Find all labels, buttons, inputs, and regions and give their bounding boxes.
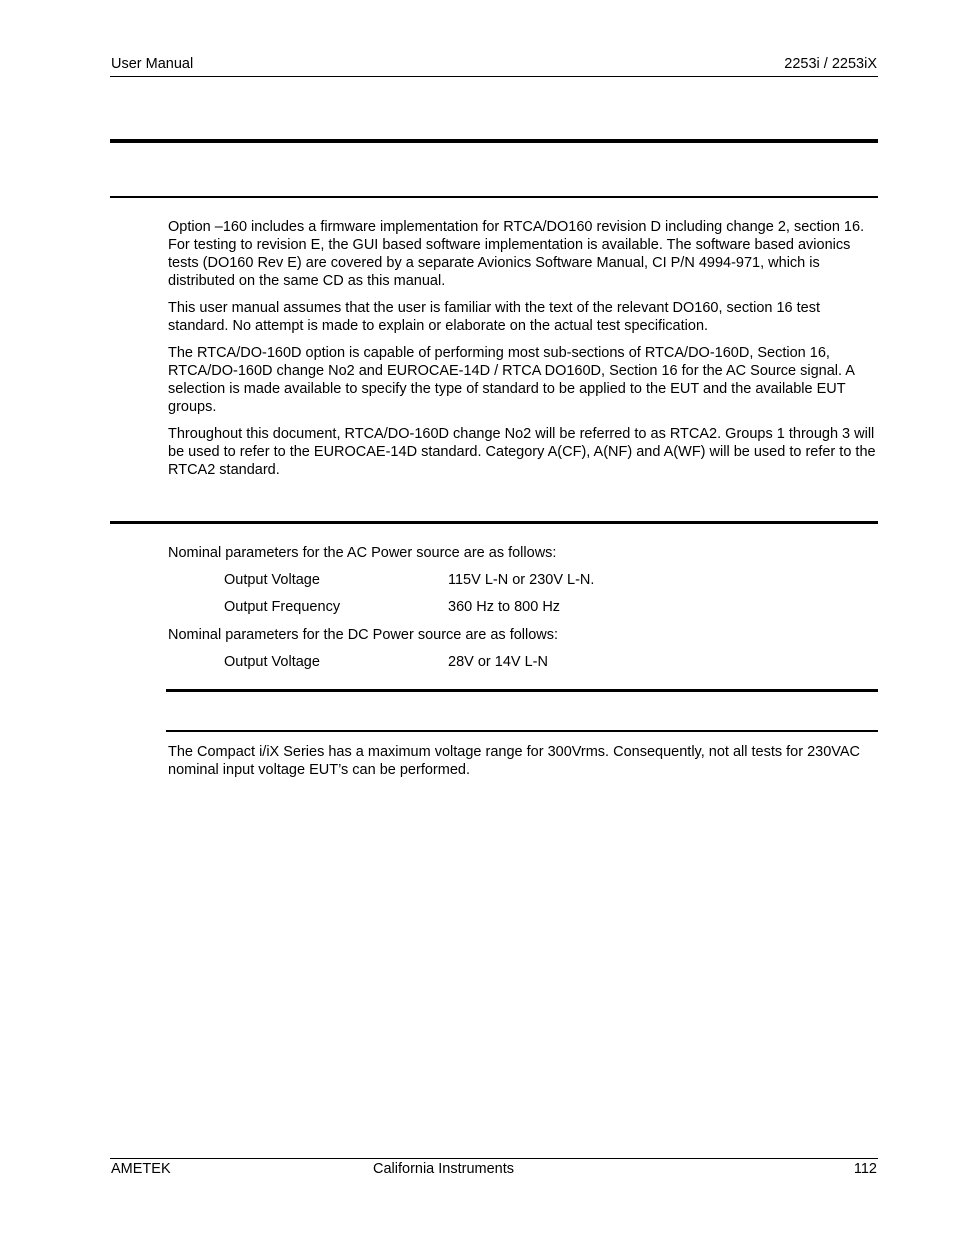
section-heading-rule — [110, 196, 878, 198]
intro-paragraph-3: The RTCA/DO-160D option is capable of performing most sub-sections of RTCA/DO-160D, Section 16, RTCA/DO-160D change No2 and EUROCAE-14D / RTCA DO160D, Section 16 for the AC Source signal. A selection is made available to specify the type of standard to be applied to the EUT and the available EUT groups. — [168, 345, 855, 415]
header-rule — [110, 76, 878, 77]
intro-paragraph-4: Throughout this document, RTCA/DO-160D change No2 will be referred to as RTCA2. Groups 1 through 3 will be used to refer to the EUROCAE-14D standard. Category A(CF), A(NF) and A(WF) will be used to refer to the RTCA2 standard. — [168, 426, 876, 478]
footer-company: AMETEK — [111, 1161, 171, 1177]
ac-output-voltage-value: 115V L-N or 230V L-N. — [448, 572, 595, 588]
header-title: User Manual — [111, 56, 194, 72]
header-model: 2253i / 2253iX — [784, 56, 877, 72]
ac-output-frequency-value: 360 Hz to 800 Hz — [448, 599, 561, 615]
page-number: 112 — [853, 1161, 877, 1177]
ac-params-intro: Nominal parameters for the AC Power source are as follows: — [168, 545, 557, 561]
dc-output-voltage-value: 28V or 14V L-N — [448, 654, 548, 670]
intro-paragraph-2: This user manual assumes that the user is familiar with the text of the relevant DO160, section 16 test standard. No attempt is made to explain or elaborate on the actual test specification. — [168, 300, 821, 334]
dc-output-voltage-label: Output Voltage — [224, 654, 320, 670]
dc-params-intro: Nominal parameters for the DC Power source are as follows: — [168, 627, 559, 643]
ac-output-frequency-label: Output Frequency — [224, 599, 341, 615]
limit-paragraph: The Compact i/iX Series has a maximum voltage range for 300Vrms. Consequently, not all tests for 230VAC nominal input voltage EUT’s can be performed. — [168, 744, 861, 778]
chapter-heading-rule — [110, 139, 878, 143]
footer-division: California Instruments — [373, 1161, 515, 1177]
footer-rule — [110, 1158, 878, 1159]
limit-subheading-rule-top — [166, 689, 878, 692]
ac-output-voltage-label: Output Voltage — [224, 572, 320, 588]
limit-subheading-rule-bottom — [166, 730, 878, 732]
intro-paragraph-1: Option –160 includes a firmware implementation for RTCA/DO160 revision D including change 2, section 16. For testing to revision E, the GUI based software implementation is available. The software based avionics tests (DO160 Rev E) are covered by a separate Avionics Software Manual, CI P/N 4994-971, which is distributed on the same CD as this manual. — [168, 219, 865, 289]
params-heading-rule — [110, 521, 878, 524]
